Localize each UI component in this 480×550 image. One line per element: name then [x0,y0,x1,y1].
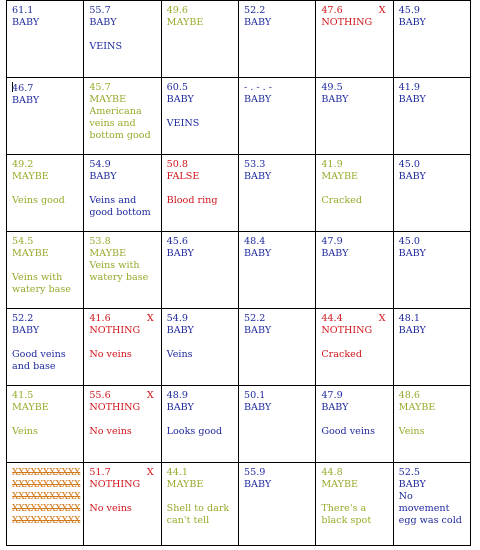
egg-weight: 44.4 [321,313,343,324]
table-row [7,386,471,463]
egg-cell[interactable] [393,78,470,155]
spacer [399,414,466,426]
status-label: BABY [398,479,426,490]
status-label: NOTHING [89,402,141,413]
crossed-out-entry: XXXXXXXXXXX [12,504,81,514]
egg-cell[interactable] [84,463,161,546]
table-row [7,155,471,232]
egg-weight: 54.9 [89,159,111,170]
egg-cell[interactable] [393,386,470,463]
spacer [167,414,234,426]
egg-weight: 49.5 [321,82,343,93]
status-label: BABY [243,94,272,105]
status-label: MAYBE [12,248,49,259]
candling-note: Veins [166,349,193,360]
spacer [89,183,156,195]
egg-weight: 44.8 [321,467,343,478]
egg-cell[interactable] [316,78,393,155]
egg-cell[interactable] [393,309,470,386]
spacer [321,337,388,349]
egg-cell[interactable] [84,309,161,386]
egg-weight: 41.9 [321,159,343,170]
egg-cell[interactable] [84,232,161,309]
egg-cell[interactable] [316,155,393,232]
egg-weight: 44.1 [166,467,189,478]
status-label: BABY [243,171,272,182]
egg-weight: 41.6 [89,313,111,324]
candling-note: Veins with watery base [89,260,149,283]
status-label: MAYBE [12,402,49,413]
egg-weight: 48.6 [398,390,421,401]
egg-cell[interactable] [7,309,84,386]
egg-cell[interactable] [84,78,161,155]
egg-weight: 46.7 [12,83,34,94]
candling-note: Veins with watery base [12,272,71,295]
egg-weight: 50.8 [166,159,189,170]
egg-weight: 50.1 [243,390,266,401]
spacer [167,183,234,195]
egg-cell[interactable] [393,463,470,546]
status-label: BABY [243,325,272,336]
egg-cell[interactable] [238,1,315,78]
spacer [89,491,156,503]
candling-note: Blood ring [166,195,218,206]
egg-cell[interactable] [393,155,470,232]
status-label: BABY [398,325,426,336]
status-label: BABY [243,17,272,28]
egg-cell[interactable] [7,155,84,232]
status-label: BABY [398,94,426,105]
status-label: BABY [321,402,349,413]
candling-note: VEINS [89,41,123,52]
egg-weight: 55.7 [89,5,111,16]
candling-note: Veins good [12,195,65,206]
egg-weight: 48.4 [243,236,266,247]
egg-cell[interactable] [84,1,161,78]
spacer [321,414,388,426]
crossed-out-entry: XXXXXXXXXXX [12,468,81,478]
spacer [89,29,156,41]
status-label: BABY [89,171,117,182]
egg-cell[interactable] [84,386,161,463]
status-label: BABY [243,248,272,259]
spacer [167,337,234,349]
status-label: BABY [243,402,272,413]
egg-cell[interactable] [393,1,470,78]
status-label: MAYBE [321,479,359,490]
egg-weight: 47.9 [321,390,343,401]
status-label: NOTHING [321,325,373,336]
egg-weight: 47.9 [321,236,343,247]
egg-cell[interactable] [7,463,84,546]
egg-cell[interactable] [7,232,84,309]
spacer [12,414,79,426]
egg-cell[interactable] [161,463,238,546]
status-label: NOTHING [89,325,141,336]
egg-cell[interactable] [238,78,315,155]
status-label: FALSE [166,171,200,182]
egg-weight: 54.5 [12,236,34,247]
egg-weight: 53.8 [89,236,111,247]
egg-cell[interactable] [316,232,393,309]
x-mark: X [146,390,154,401]
x-mark: X [378,313,386,324]
egg-cell[interactable] [316,1,393,78]
egg-cell[interactable] [161,232,238,309]
candling-note: Cracked [321,349,362,360]
egg-weight: 49.2 [12,159,34,170]
spacer [321,491,388,503]
egg-cell[interactable] [161,155,238,232]
table-row [7,309,471,386]
egg-weight: 47.6 [321,5,343,16]
status-label: BABY [166,94,194,105]
candling-note: No veins [89,426,132,437]
egg-cell[interactable] [238,463,315,546]
egg-weight: - . - . - [243,82,273,93]
status-label: MAYBE [12,171,49,182]
candling-note: Veins [12,426,38,437]
egg-cell[interactable] [161,386,238,463]
spacer [89,337,156,349]
spacer [12,183,79,195]
egg-cell[interactable] [393,232,470,309]
egg-weight: 41.9 [398,82,421,93]
status-label: BABY [398,248,426,259]
egg-cell[interactable] [238,155,315,232]
status-label: BABY [12,95,40,106]
status-label: BABY [321,94,349,105]
egg-weight: 45.7 [89,82,111,93]
status-label: MAYBE [89,94,127,105]
spacer [321,183,388,195]
egg-weight: 55.9 [243,467,266,478]
spacer [89,414,156,426]
status-label: BABY [166,402,194,413]
candling-note: Shell to dark can't tell [166,503,230,526]
status-label: BABY [89,17,117,28]
egg-weight: 48.9 [166,390,189,401]
crossed-out-entry: XXXXXXXXXXX [12,480,81,490]
table-row [7,1,471,78]
status-label: MAYBE [398,402,436,413]
status-label: MAYBE [166,479,204,490]
status-label: BABY [243,479,272,490]
egg-weight: 52.2 [243,5,266,16]
egg-cell[interactable] [161,309,238,386]
egg-cell[interactable] [7,386,84,463]
candling-note: Good veins and base [12,349,66,372]
candling-note: No veins [89,349,132,360]
crossed-out-entry: XXXXXXXXXXX [12,516,81,526]
egg-weight: 41.5 [12,390,34,401]
status-label: NOTHING [321,17,373,28]
candling-note: Veins and good bottom [89,195,151,218]
spacer [12,260,79,272]
egg-weight: 54.9 [166,313,189,324]
candling-note: No veins [89,503,132,514]
egg-weight: 52.5 [398,467,421,478]
egg-cell[interactable] [316,309,393,386]
candling-note: Looks good [166,426,223,437]
x-mark: X [146,467,154,478]
egg-weight: 45.0 [398,159,421,170]
status-label: MAYBE [321,171,359,182]
egg-cell[interactable] [84,155,161,232]
x-mark: X [378,5,386,16]
egg-weight: 45.9 [398,5,421,16]
spacer [167,106,234,118]
status-label: BABY [398,171,426,182]
candling-note: Good veins [321,426,375,437]
egg-weight: 61.1 [12,5,34,16]
spacer [12,337,79,349]
candling-note: No movement egg was cold [398,491,462,526]
table-row [7,232,471,309]
egg-weight: 60.5 [166,82,189,93]
table-row [7,78,471,155]
egg-cell[interactable] [7,1,84,78]
candling-note: There's a black spot [321,503,372,526]
table-row [7,463,471,546]
egg-weight: 45.6 [166,236,189,247]
status-label: MAYBE [166,17,204,28]
egg-cell[interactable] [316,463,393,546]
status-label: BABY [398,17,426,28]
egg-weight: 52.2 [243,313,266,324]
candling-note: Cracked [321,195,362,206]
candling-note: Veins [398,426,425,437]
egg-cell[interactable] [238,232,315,309]
egg-weight: 52.2 [12,313,34,324]
candling-note: Americana veins and bottom good [89,106,151,141]
status-label: BABY [166,325,194,336]
egg-weight: 53.3 [243,159,266,170]
egg-weight: 48.1 [398,313,421,324]
egg-cell[interactable] [316,386,393,463]
status-label: MAYBE [89,248,127,259]
egg-weight: 55.6 [89,390,111,401]
status-label: BABY [12,17,40,28]
status-label: NOTHING [89,479,141,490]
egg-cell[interactable] [161,78,238,155]
egg-weight: 45.0 [398,236,421,247]
status-label: BABY [321,248,349,259]
egg-weight: 49.6 [166,5,189,16]
spacer [167,491,234,503]
egg-cell[interactable] [238,386,315,463]
egg-cell[interactable] [238,309,315,386]
status-label: BABY [12,325,40,336]
egg-candling-table [6,0,471,546]
x-mark: X [146,313,154,324]
crossed-out-entry: XXXXXXXXXXX [12,492,81,502]
egg-cell[interactable] [161,1,238,78]
egg-cell[interactable] [7,78,84,155]
candling-note: VEINS [166,118,200,129]
status-label: BABY [166,248,194,259]
egg-weight: 51.7 [89,467,111,478]
